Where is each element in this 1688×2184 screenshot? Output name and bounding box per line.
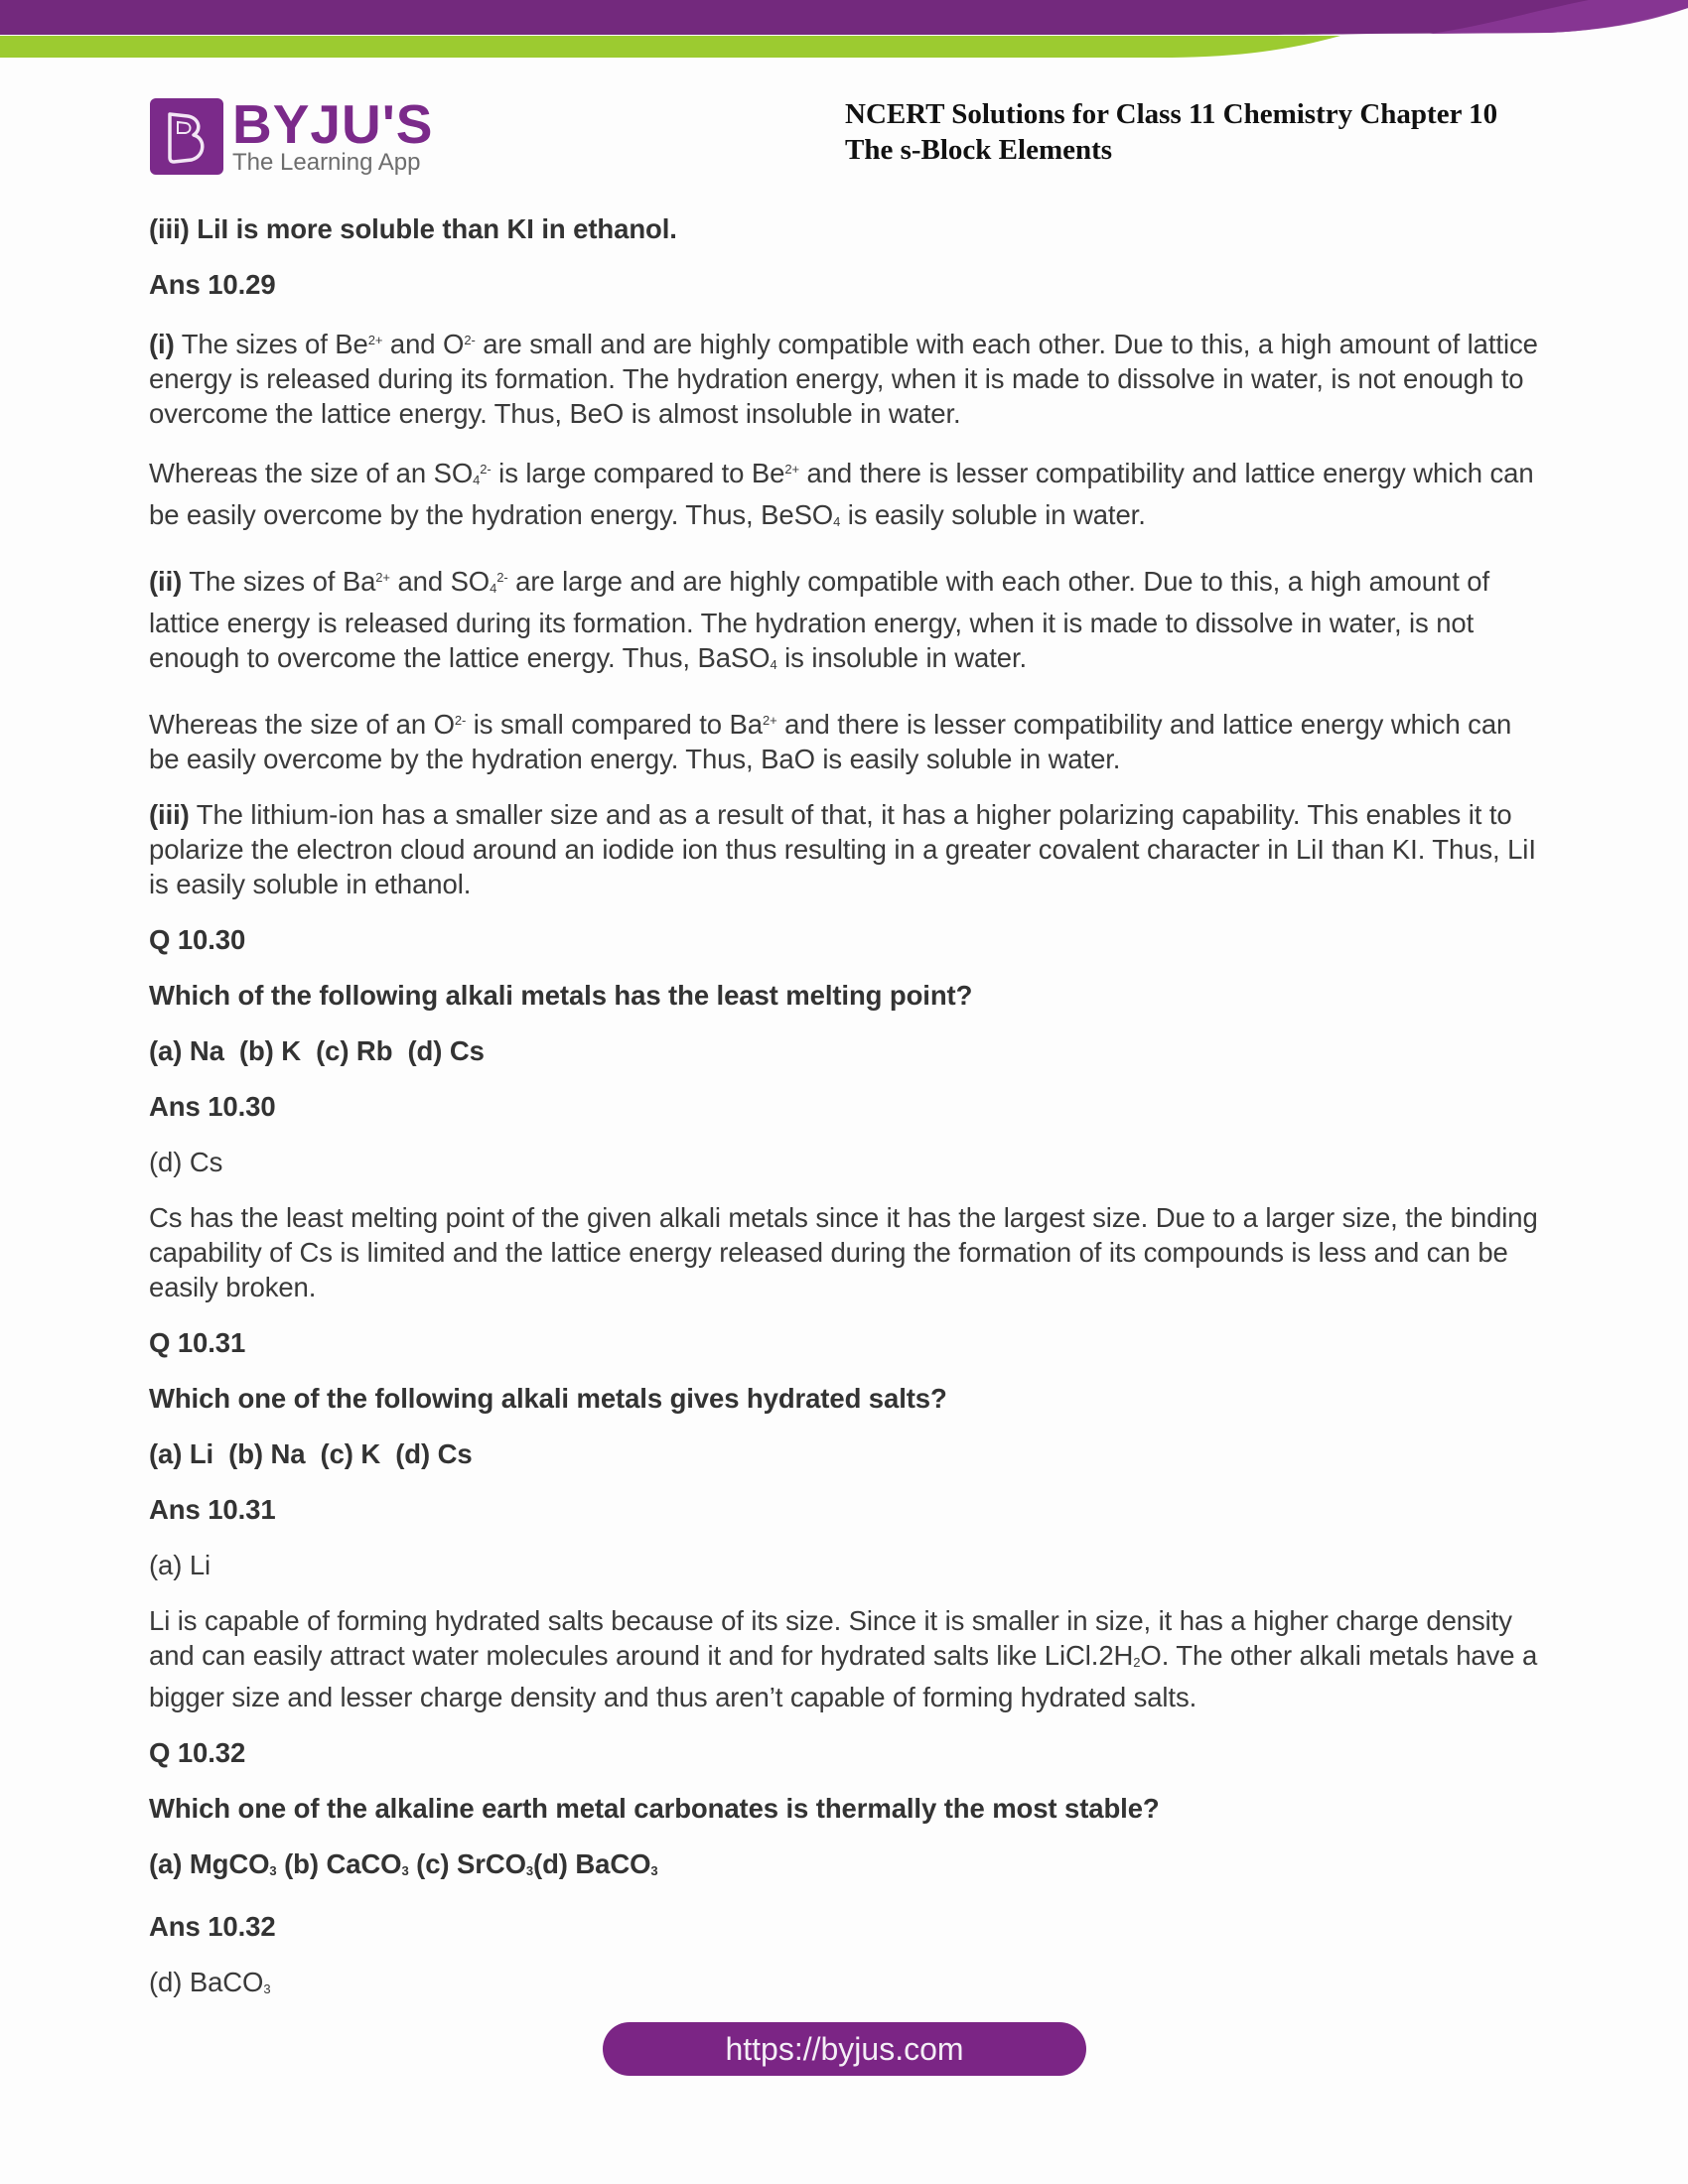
text-run: The sizes of Ba <box>182 566 376 597</box>
document-title-line2: The s-Block Elements <box>845 134 1113 166</box>
answer-10-29-part-ii <box>149 560 1539 682</box>
subscript: 4 <box>833 514 841 529</box>
superscript: 2+ <box>762 713 777 728</box>
text-run: and there is lesser compatibility and lattice energy which can be easily overcome by the hydration energy. Thus, BaO is easily soluble in water. <box>149 709 1512 774</box>
text-run: Li is capable of forming hydrated salts because of its size. Since it is smaller in size, it has a higher charge density and can easily attract water molecules around it and for hydrated salts like LiCl.2H <box>149 1605 1512 1671</box>
question-10-31-label: Q 10.31 <box>149 1327 246 1358</box>
superscript: 2- <box>480 462 492 477</box>
document-title <box>845 96 1497 168</box>
answer-10-31-choice: (a) Li <box>149 1550 211 1580</box>
subscript: 3 <box>263 1981 271 1996</box>
text-run: is large compared to Be <box>491 458 785 488</box>
answer-10-30-choice: (d) Cs <box>149 1147 223 1177</box>
footer-url-link[interactable] <box>603 2022 1086 2076</box>
answer-10-30-label: Ans 10.30 <box>149 1091 276 1122</box>
answer-10-31-label: Ans 10.31 <box>149 1494 276 1525</box>
logo-b-icon <box>150 98 223 175</box>
option-a: (a) MgCO <box>149 1848 270 1879</box>
superscript: 2+ <box>375 570 390 585</box>
question-10-30-label: Q 10.30 <box>149 924 246 955</box>
option-b: (b) CaCO <box>276 1848 402 1879</box>
subscript: 2 <box>1133 1655 1141 1670</box>
text-run: and there is lesser compatibility and lattice energy which can be easily overcome by the hydration energy. Thus, BeSO <box>149 458 1534 530</box>
option-d: (d) BaCO <box>533 1848 651 1879</box>
footer-url-text[interactable]: https://byjus.com <box>725 2030 964 2067</box>
byjus-logo <box>150 93 434 176</box>
answer-10-30-explanation: Cs has the least melting point of the given alkali metals since it has the largest size. Due to a larger size, the binding capability of Cs is limited and the lattice energy released during the formation of its compounds is less and can be easily broken. <box>149 1202 1538 1302</box>
superscript: 2+ <box>784 462 799 477</box>
question-10-31-options: (a) Li (b) Na (c) K (d) Cs <box>149 1438 473 1469</box>
answer-10-32-label: Ans 10.32 <box>149 1911 276 1942</box>
superscript: 2+ <box>367 333 383 347</box>
logo-tagline: The Learning App <box>232 149 421 176</box>
question-10-30-text: Which of the following alkali metals has the least melting point? <box>149 980 973 1011</box>
text-run: The sizes of Be <box>174 329 368 359</box>
superscript: 2- <box>464 333 476 347</box>
answer-10-32-choice <box>149 1965 1539 2006</box>
question-10-31-text: Which one of the following alkali metals gives hydrated salts? <box>149 1383 947 1414</box>
text-run: O. The other alkali metals have a bigger size and lesser charge density and thus aren’t capable of forming hydrated salts. <box>149 1640 1538 1712</box>
subscript: 3 <box>269 1863 277 1878</box>
subscript: 3 <box>525 1863 534 1878</box>
answer-10-31-explanation <box>149 1603 1539 1714</box>
document-content <box>149 211 1539 2027</box>
text-run: Whereas the size of an SO <box>149 458 474 488</box>
text-run: (d) BaCO <box>149 1967 264 1997</box>
document-title-line1: NCERT Solutions for Class 11 Chemistry Chapter 10 <box>845 98 1498 130</box>
superscript: 2- <box>496 570 508 585</box>
superscript: 2- <box>454 713 467 728</box>
question-10-32-text: Which one of the alkaline earth metal carbonates is thermally the most stable? <box>149 1793 1160 1824</box>
text-run: are small and are highly compatible with each other. Due to this, a high amount of lattice energy is released during its formation. The hydration energy, when it is made to dissolve in water, is not enough to overcome the lattice energy. Thus, BeO is almost insoluble in water. <box>149 329 1538 429</box>
text-run: The lithium-ion has a smaller size and as a result of that, it has a higher polarizing capability. This enables it to polarize the electron cloud around an iodide ion thus resulting in a greater covalent character in LiI than KI. Thus, LiI is easily soluble in ethanol. <box>149 799 1536 899</box>
header-band <box>0 0 1688 62</box>
answer-10-29-part-ii-contrast <box>149 703 1539 776</box>
option-c: (c) SrCO <box>408 1848 526 1879</box>
text-run: is easily soluble in water. <box>840 499 1146 530</box>
answer-10-29-part-i-contrast <box>149 452 1539 539</box>
subscript: 4 <box>473 473 481 487</box>
question-10-32-options <box>149 1846 1539 1888</box>
answer-10-29-part-i <box>149 323 1539 431</box>
logo-wordmark: BYJU'S <box>232 93 434 155</box>
subscript: 3 <box>650 1863 658 1878</box>
question-10-29-part-iii: (iii) LiI is more soluble than KI in ethanol. <box>149 213 677 244</box>
question-10-30-options: (a) Na (b) K (c) Rb (d) Cs <box>149 1035 485 1066</box>
text-run: are large and are highly compatible with each other. Due to this, a high amount of lattice energy is released during its formation. The hydration energy, when it is made to dissolve in water, is not enough to overcome the lattice energy. Thus, BaSO <box>149 566 1490 673</box>
answer-10-29-part-iii <box>149 797 1539 901</box>
question-10-32-label: Q 10.32 <box>149 1737 246 1768</box>
text-run: and O <box>382 329 465 359</box>
subscript: 4 <box>490 581 497 596</box>
answer-10-29-label: Ans 10.29 <box>149 269 276 300</box>
part-label: (ii) <box>149 566 183 597</box>
subscript: 4 <box>770 657 777 672</box>
part-label: (i) <box>149 329 175 359</box>
text-run: is small compared to Ba <box>466 709 763 740</box>
header-wave-decoration <box>0 0 1688 62</box>
text-run: and SO <box>389 566 491 597</box>
part-label: (iii) <box>149 799 190 830</box>
text-run: Whereas the size of an O <box>149 709 455 740</box>
subscript: 3 <box>401 1863 409 1878</box>
text-run: is insoluble in water. <box>776 642 1028 673</box>
